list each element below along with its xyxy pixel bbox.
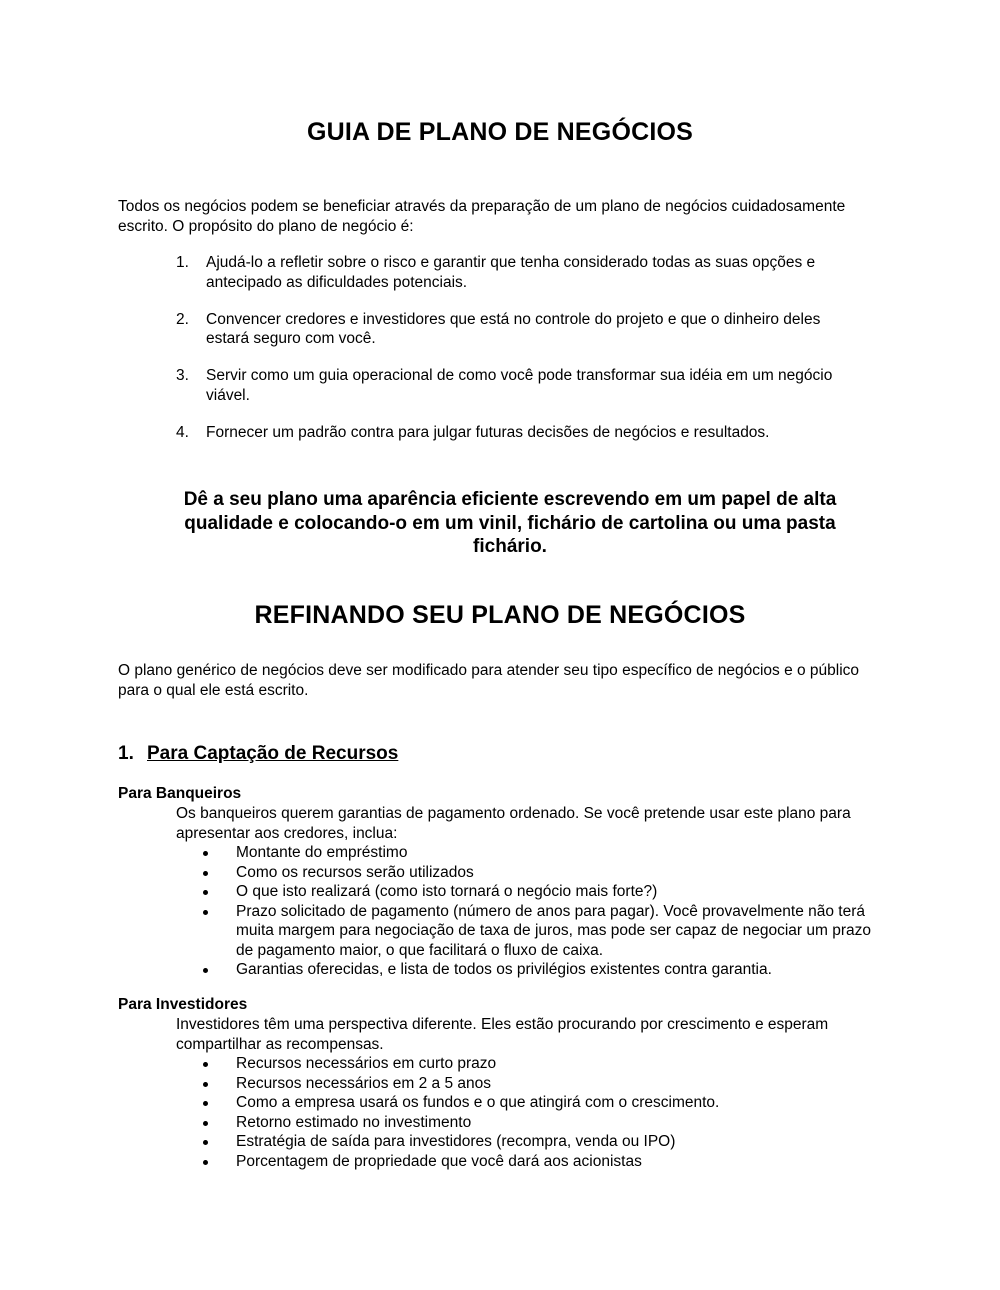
- bullet-text: Como a empresa usará os fundos e o que atingirá com o crescimento.: [236, 1094, 720, 1111]
- refine-intro-paragraph: O plano genérico de negócios deve ser modificado para atender seu tipo específico de negócios e o público para o qual ele está escrito.: [118, 662, 860, 699]
- section-label: Para Captação de Recursos: [147, 743, 399, 764]
- purpose-list: [118, 253, 858, 460]
- investors-paragraph: Investidores têm uma perspectiva diferente. Eles estão procurando por crescimento e esperam compartilhar as recompensas.: [176, 1016, 829, 1053]
- bullet-text: Recursos necessários em 2 a 5 anos: [236, 1074, 492, 1092]
- bullet-icon: [203, 968, 208, 973]
- bullet-text: Recursos necessários em curto prazo: [236, 1055, 497, 1072]
- bullet-text: Montante do empréstimo: [236, 844, 408, 861]
- purpose-number: 4.: [176, 423, 189, 441]
- bullet-icon: [203, 1160, 208, 1165]
- subheading-investors: Para Investidores: [118, 996, 248, 1013]
- bullet-item: [176, 1074, 876, 1094]
- bullet-text: Retorno estimado no investimento: [236, 1113, 472, 1131]
- purpose-number: 3.: [176, 367, 189, 384]
- bullet-item: [176, 863, 876, 883]
- bullet-item: [176, 902, 876, 961]
- bullet-item: [176, 1054, 876, 1074]
- bullet-text: Garantias oferecidas, e lista de todos os privilégios existentes contra garantia.: [236, 961, 772, 978]
- bullet-text: Prazo solicitado de pagamento (número de anos para pagar). Você provavelmente não terá muita margem para negociação de taxa de juros, mas pode ser capaz de negociar um prazo de pagamento maior, o que facilitará o fluxo de caixa.: [236, 902, 871, 959]
- investors-bullet-list: [176, 1054, 876, 1171]
- purpose-text: Ajudá-lo a refletir sobre o risco e garantir que tenha considerado todas as suas opções e antecipado as dificuldades potenciais.: [206, 254, 816, 291]
- callout-tip: Dê a seu plano uma aparência eficiente escrevendo em um papel de alta qualidade e colocando-o em um vinil, fichário de cartolina ou uma pasta fichário.: [183, 489, 837, 557]
- bullet-text: Estratégia de saída para investidores (recompra, venda ou IPO): [236, 1133, 676, 1150]
- purpose-number: 1.: [176, 254, 189, 271]
- section-heading-fundraising: [118, 743, 398, 765]
- purpose-text: Servir como um guia operacional de como você pode transformar sua idéia em um negócio viável.: [206, 367, 833, 404]
- bullet-icon: [203, 1121, 208, 1126]
- bullet-item: [176, 843, 876, 863]
- bankers-paragraph: Os banqueiros querem garantias de pagamento ordenado. Se você pretende usar este plano para apresentar aos credores, inclua:: [176, 805, 851, 842]
- bullet-text: Como os recursos serão utilizados: [236, 863, 474, 881]
- refine-title: REFINANDO SEU PLANO DE NEGÓCIOS: [254, 601, 746, 629]
- bullet-text: O que isto realizará (como isto tornará o negócio mais forte?): [236, 883, 658, 900]
- purpose-text: Convencer credores e investidores que está no controle do projeto e que o dinheiro deles estará seguro com você.: [206, 310, 821, 347]
- bullet-item: [176, 1113, 876, 1133]
- document-title: GUIA DE PLANO DE NEGÓCIOS: [306, 118, 694, 146]
- purpose-item: [118, 310, 858, 349]
- bullet-item: [176, 1132, 876, 1152]
- bullet-icon: [203, 1062, 208, 1067]
- bullet-text: Porcentagem de propriedade que você dará aos acionistas: [236, 1152, 642, 1170]
- purpose-item: [118, 366, 858, 405]
- bullet-icon: [203, 1082, 208, 1087]
- purpose-item: [118, 423, 858, 443]
- bullet-icon: [203, 910, 208, 915]
- bullet-item: [176, 960, 876, 980]
- bullet-icon: [203, 871, 208, 876]
- bullet-icon: [203, 1140, 208, 1145]
- bullet-icon: [203, 851, 208, 856]
- subheading-bankers: Para Banqueiros: [118, 785, 242, 802]
- bankers-bullet-list: [176, 843, 876, 980]
- bullet-icon: [203, 1101, 208, 1106]
- bullet-icon: [203, 890, 208, 895]
- purpose-text: Fornecer um padrão contra para julgar futuras decisões de negócios e resultados.: [206, 423, 770, 441]
- bullet-item: [176, 1093, 876, 1113]
- bullet-item: [176, 882, 876, 902]
- section-number: 1.: [118, 743, 134, 764]
- bullet-item: [176, 1152, 876, 1172]
- purpose-number: 2.: [176, 310, 189, 328]
- purpose-item: [118, 253, 858, 292]
- intro-paragraph: Todos os negócios podem se beneficiar através da preparação de um plano de negócios cuidadosamente escrito. O propósito do plano de negócio é:: [118, 198, 846, 235]
